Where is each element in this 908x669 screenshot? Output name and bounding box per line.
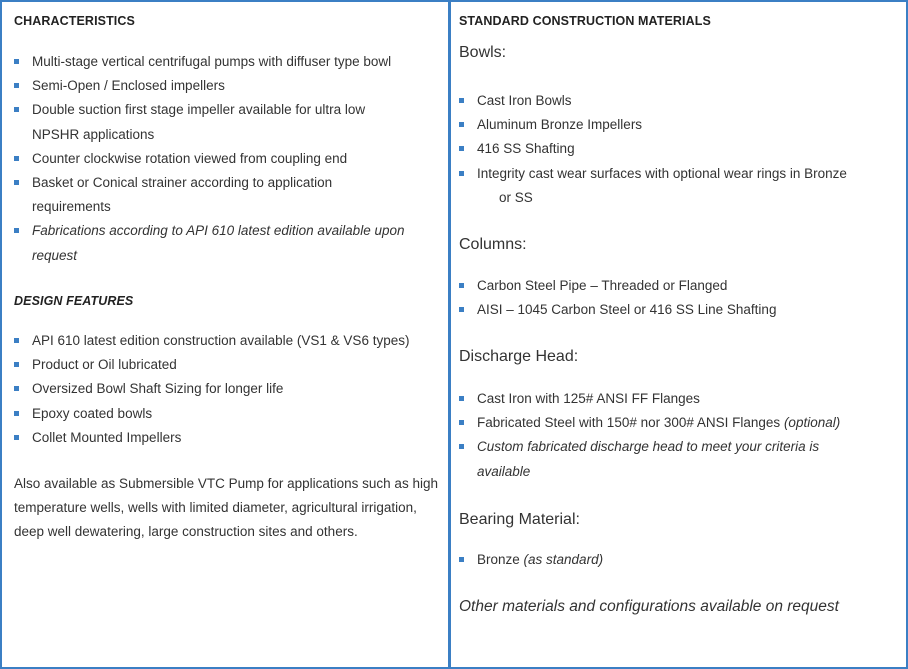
list-item: Basket or Conical strainer according to application requirements	[14, 171, 372, 219]
bullet-icon	[14, 386, 19, 391]
list-item: Aluminum Bronze Impellers	[459, 113, 889, 137]
column-divider	[448, 2, 451, 667]
bullet-icon	[14, 435, 19, 440]
bullet-icon	[459, 122, 464, 127]
bullet-icon	[459, 444, 464, 449]
list-item: Epoxy coated bowls	[14, 402, 434, 426]
bullet-icon	[459, 146, 464, 151]
list-item: Fabrications according to API 610 latest edition available upon request	[14, 219, 437, 267]
bullet-icon	[14, 59, 19, 64]
bullet-icon	[459, 283, 464, 288]
bullet-icon	[459, 98, 464, 103]
submersible-note: Also available as Submersible VTC Pump for applications such as high temperature wells, wells with limited diameter, agricultural irrigation, deep well dewatering, large construction sites and others.	[14, 476, 438, 540]
bullet-icon	[14, 180, 19, 185]
list-item: Product or Oil lubricated	[14, 353, 434, 377]
bearing-material-list	[459, 548, 889, 572]
list-item: Integrity cast wear surfaces with optional wear rings in Bronze or SS	[459, 162, 889, 210]
list-item: Fabricated Steel with 150# nor 300# ANSI Flanges (optional)	[459, 411, 889, 435]
bullet-icon	[14, 156, 19, 161]
bearing-material-heading: Bearing Material:	[459, 511, 580, 528]
list-item: Collet Mounted Impellers	[14, 426, 434, 450]
bullet-icon	[14, 338, 19, 343]
characteristics-list	[14, 50, 434, 268]
list-item: Bronze (as standard)	[459, 548, 889, 572]
bullet-icon	[459, 420, 464, 425]
list-item: Oversized Bowl Shaft Sizing for longer life	[14, 377, 434, 401]
list-item: Cast Iron Bowls	[459, 89, 889, 113]
materials-heading: STANDARD CONSTRUCTION MATERIALS	[459, 14, 711, 28]
list-item: API 610 latest edition construction available (VS1 & VS6 types)	[14, 329, 434, 353]
list-item: Counter clockwise rotation viewed from coupling end	[14, 147, 434, 171]
bullet-icon	[459, 396, 464, 401]
bullet-icon	[459, 307, 464, 312]
columns-heading: Columns:	[459, 236, 527, 253]
list-item: Custom fabricated discharge head to meet your criteria is available	[459, 435, 867, 483]
list-item: 416 SS Shafting	[459, 137, 889, 161]
characteristics-heading: CHARACTERISTICS	[14, 14, 135, 28]
list-item: AISI – 1045 Carbon Steel or 416 SS Line Shafting	[459, 298, 889, 322]
list-item: Carbon Steel Pipe – Threaded or Flanged	[459, 274, 889, 298]
bullet-icon	[14, 362, 19, 367]
list-item: Semi-Open / Enclosed impellers	[14, 74, 434, 98]
bullet-icon	[459, 557, 464, 562]
bullet-icon	[14, 411, 19, 416]
footer-note: Other materials and configurations available on request	[459, 598, 839, 615]
bowls-list	[459, 89, 889, 210]
design-features-list	[14, 329, 434, 450]
bullet-icon	[459, 171, 464, 176]
list-item: Multi-stage vertical centrifugal pumps with diffuser type bowl	[14, 50, 434, 74]
columns-list	[459, 274, 889, 322]
discharge-head-heading: Discharge Head:	[459, 348, 579, 365]
bullet-icon	[14, 83, 19, 88]
bullet-icon	[14, 228, 19, 233]
list-item: Cast Iron with 125# ANSI FF Flanges	[459, 387, 889, 411]
bullet-icon	[14, 107, 19, 112]
design-features-heading: DESIGN FEATURES	[14, 294, 134, 308]
discharge-head-list	[459, 387, 889, 484]
list-item: Double suction first stage impeller available for ultra low NPSHR applications	[14, 98, 412, 146]
bowls-heading: Bowls:	[459, 44, 507, 61]
